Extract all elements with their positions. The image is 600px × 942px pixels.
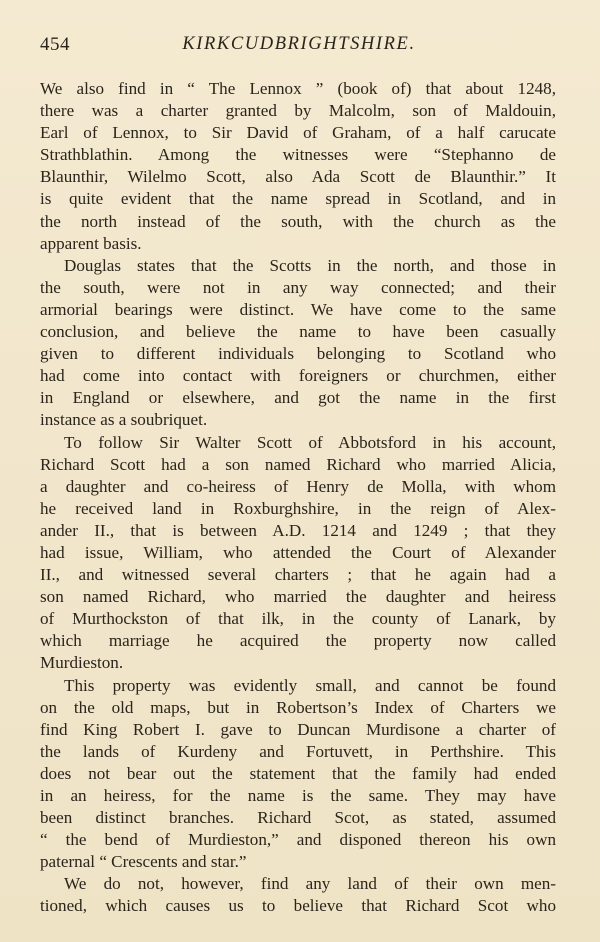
text-line: armorial bearings were distinct. We have come to the same	[40, 299, 556, 319]
text-line: had come into contact with foreigners or churchmen, either	[40, 366, 556, 386]
text-line: had issue, William, who attended the Court of Alexander	[40, 542, 556, 562]
text-line: apparent basis.	[40, 233, 142, 253]
text-line: paternal “ Crescents and star.”	[40, 852, 247, 872]
text-line: Douglas states that the Scotts in the north, and those in	[64, 255, 556, 275]
text-line: there was a charter granted by Malcolm, son of Maldouin,	[40, 101, 556, 121]
text-line: Blaunthir, Wilelmo Scott, also Ada Scott de Blaunthir.” It	[40, 167, 556, 187]
text-line: find King Robert I. gave to Duncan Murdisone a charter of	[40, 719, 556, 739]
text-line: does not bear out the statement that the family had ended	[40, 763, 556, 783]
text-line: II., and witnessed several charters ; that he again had a	[40, 565, 556, 585]
text-line: of Murthockston of that ilk, in the county of Lanark, by	[40, 609, 556, 629]
text-line: Murdieston.	[40, 653, 124, 673]
text-line: in England or elsewhere, and got the name in the first	[40, 388, 556, 408]
text-line: the north instead of the south, with the church as the	[40, 211, 556, 231]
text-line: is quite evident that the name spread in Scotland, and in	[40, 189, 556, 209]
text-line: This property was evidently small, and cannot be found	[64, 675, 556, 695]
text-line: he received land in Roxburghshire, in the reign of Alex-	[40, 498, 556, 518]
text-line: conclusion, and believe the name to have been casually	[40, 322, 556, 342]
text-line: which marriage he acquired the property now called	[40, 631, 556, 651]
text-line: Earl of Lennox, to Sir David of Graham, of a half carucate	[40, 123, 556, 143]
running-title: KIRKCUDBRIGHTSHIRE.	[182, 34, 416, 54]
text-line: tioned, which causes us to believe that Richard Scot who	[40, 896, 556, 916]
text-line: We also find in “ The Lennox ” (book of) that about 1248,	[40, 79, 556, 98]
text-line: “ the bend of Murdieston,” and disponed thereon his own	[40, 830, 556, 850]
text-line: ander II., that is between A.D. 1214 and 1249 ; that they	[40, 520, 556, 540]
text-line: on the old maps, but in Robertson’s Index of Charters we	[40, 697, 556, 717]
text-line: To follow Sir Walter Scott of Abbotsford in his account,	[64, 432, 556, 452]
text-line: instance as a soubriquet.	[40, 410, 208, 430]
text-line: a daughter and co-heiress of Henry de Molla, with whom	[40, 476, 556, 496]
text-line: in an heiress, for the name is the same. They may have	[40, 786, 556, 805]
text-line: Strathblathin. Among the witnesses were “Stephanno de	[40, 145, 556, 165]
text-line: son named Richard, who married the daughter and heiress	[40, 587, 556, 607]
text-line: the lands of Kurdeny and Fortuvett, in Perthshire. This	[40, 741, 556, 761]
text-line: been distinct branches. Richard Scot, as stated, assumed	[40, 808, 556, 828]
page-header	[40, 30, 558, 62]
page-number: 454	[40, 34, 70, 55]
text-line: given to different individuals belonging to Scotland who	[40, 344, 556, 364]
text-line: We do not, however, find any land of their own men-	[64, 874, 556, 894]
text-line: the south, were not in any way connected; and their	[40, 277, 556, 297]
text-line: Richard Scott had a son named Richard who married Alicia,	[40, 454, 556, 474]
body-text	[40, 78, 556, 918]
